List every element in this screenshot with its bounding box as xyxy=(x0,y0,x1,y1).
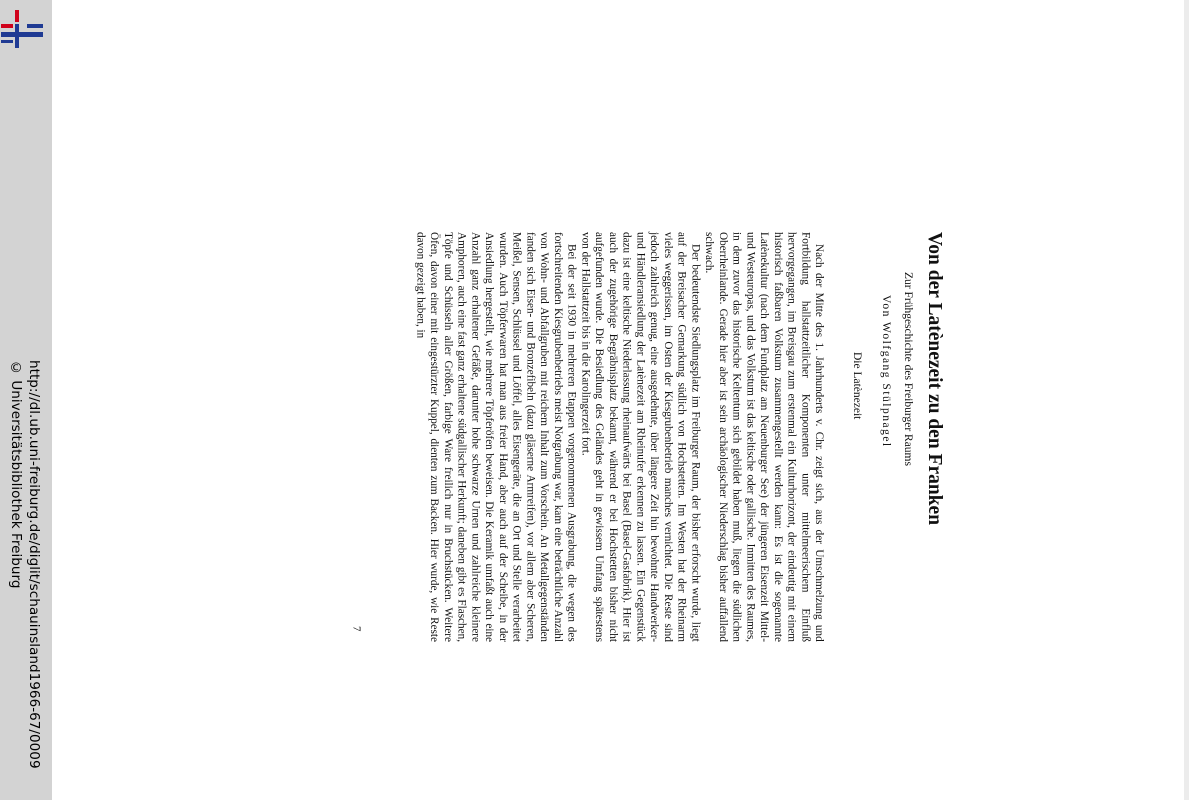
paragraph: Nach der Mitte des 1. Jahrhunderts v. Chr. zeigt sich, aus der Umschmelzung und Fortbildung hallstattzeitlicher Komponenten unter mittelmeerischem Einfluß hervorgegangen, im Breisgau zum erstenmal ein Kulturhorizont, der eindeutig mit einem historisch faßbaren Volkstum zusammengestellt werden kann: Es ist die sogenannte Latènekultur (nach dem Fundplatz am Neuenburger See) der jüngeren Eisenzeit Mittel- und Westeuropas, und das Volkstum ist das keltische oder gallische. Inmitten des Raumes, in dem zuvor das historische Keltentum sich gebildet haben muß, liegen die südlichen Oberrheinlande. Gerade hier aber ist sein archäologischer Niederschlag bisher auffallend schwach. xyxy=(703,232,825,642)
section-heading: Die Latènezeit xyxy=(851,352,863,420)
viewer-right-edge xyxy=(1184,0,1189,800)
scanned-page xyxy=(282,232,957,642)
page-number: 7 xyxy=(350,626,363,632)
library-logo-icon xyxy=(1,10,43,50)
article-title: Von der Latènezeit zu den Franken xyxy=(924,232,945,526)
paragraph: Bei der seit 1930 in mehreren Etappen vorgenommenen Ausgrabung, die wegen des fortschreitenden Kiesgrubenbetriebs meist Notgrabung war, kam eine beträchtliche Anzahl von Wohn- und Abfallgruben mit reichem Inhalt zum Vorschein. An Metallgegenständen fanden sich Eisen- und Bronzefibeln (dazu gläserne Armreifen), vor allem aber Scheren, Meißel, Sensen, Schlüssel und Löffel, alles Eisengeräte, die an Ort und Stelle verarbeitet wurden. Auch Töpferwaren hat man aus freier Hand, aber auch auf der Scheibe, in der Ansiedlung hergestellt, wie mehrere Töpferöfen beweisen. Die Keramik umfaßt auch eine Anzahl ganz erhaltener Gefäße, darunter hohe schwarze Urnen und zahlreiche kleinere Amphoren, auch eine fast ganz erhaltene südgallischer Herkunft; daneben gibt es Flaschen, Töpfe und Schüsseln aller Größen, farbige Ware freilich nur in Bruchstücken. Weitere Öfen, davon einer mit eingestürzter Kuppel, dienten zum Backen. Hier wurde, wie Reste davon gezeigt haben, in xyxy=(414,232,578,642)
permalink-url[interactable]: http://dl.ub.uni-freiburg.de/diglit/schauinsland1966-67/0009 xyxy=(26,360,42,769)
viewer-sidebar xyxy=(0,0,52,800)
library-logo[interactable] xyxy=(1,10,43,50)
article-author: Von Wolfgang Stülpnagel xyxy=(880,295,892,448)
article-subtitle: Zur Frühgeschichte des Freiburger Raums xyxy=(902,272,914,466)
copyright-notice: © Universitätsbibliothek Freiburg xyxy=(8,360,24,589)
paragraph: Der bedeutendste Siedlungsplatz im Freiburger Raum, der bisher erforscht wurde, liegt auf der Breisacher Gemarkung südlich von Hochstetten. Im Westen hat der Rheinarm vieles weggerissen, im Osten der Kiesgrubenbetrieb manches vernichtet. Die Reste sind jedoch zahlreich genug, eine ausgedehnte, über längere Zeit hin bewohnte Handwerker- und Händleransiedlung der Latènezeit am Rheinufer erkennen zu lassen. Ein Gegenstück dazu ist eine keltische Niederlassung rheinaufwärts bei Basel (Basel-Gasfabrik). Hier ist auch der zugehörige Begräbnisplatz bekannt, während er bei Hochstetten bisher nicht aufgefunden wurde. Die Besiedlung des Geländes geht in gewissem Umfang spätestens von der Hallstattzeit bis in die Karolingerzeit fort. xyxy=(579,232,702,642)
permalink-area xyxy=(6,360,46,790)
